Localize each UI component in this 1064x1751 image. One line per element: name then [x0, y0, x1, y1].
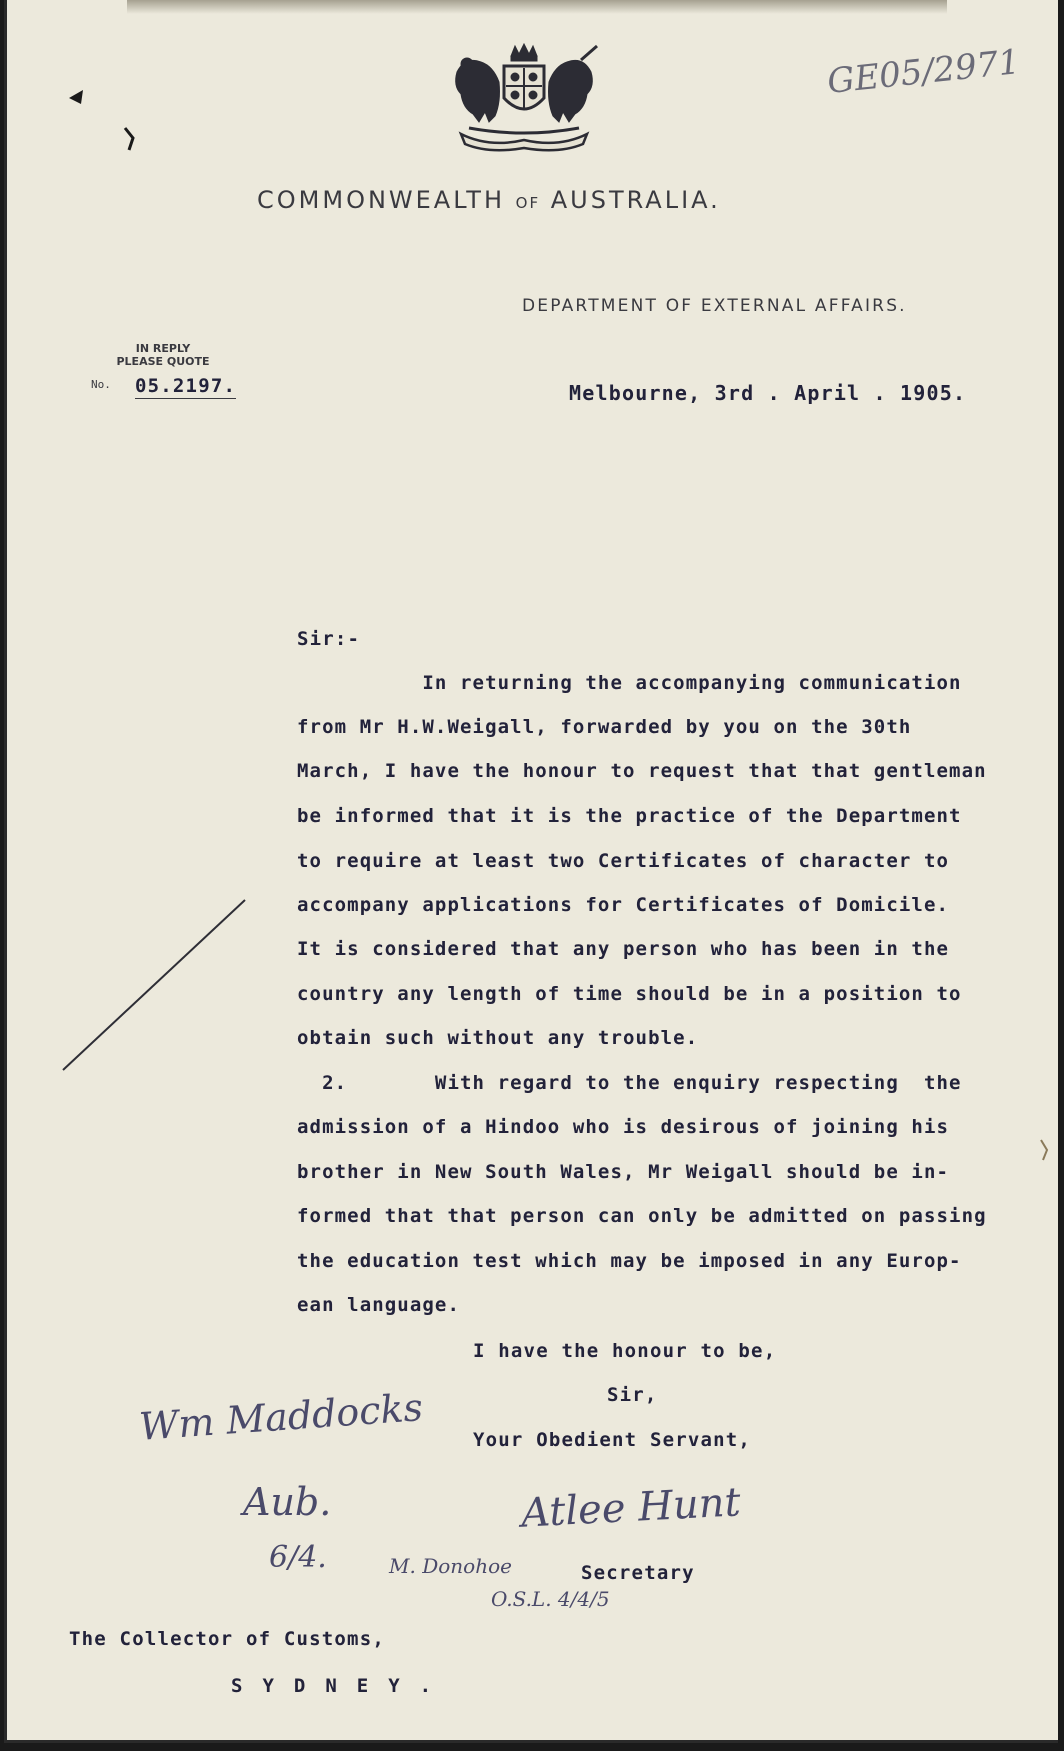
- body-line: ean language.: [297, 1294, 461, 1316]
- closing-honour: I have the honour to be,: [473, 1340, 777, 1362]
- pencil-file-reference: GE05/2971: [825, 42, 1022, 102]
- reply-line-1: IN REPLY: [135, 342, 191, 355]
- closing-title: Secretary: [581, 1562, 695, 1584]
- date-line: Melbourne, 3rd . April . 1905.: [569, 381, 967, 405]
- closing-sir: Sir,: [607, 1384, 658, 1406]
- handwritten-number: 6/4.: [269, 1540, 327, 1575]
- reply-number: 05.2197.: [135, 375, 237, 397]
- body-line: be informed that it is the practice of the Department: [297, 805, 962, 827]
- recipient-address: The Collector of Customs,: [69, 1628, 385, 1650]
- letter-sheet: [4, 0, 1058, 1743]
- body-line: brother in New South Wales, Mr Weigall should be in-: [297, 1161, 950, 1183]
- annotation-marks: [7, 0, 1061, 1743]
- department-heading: DEPARTMENT OF EXTERNAL AFFAIRS.: [522, 296, 907, 316]
- pen-stroke-mark: [63, 900, 245, 1070]
- body-line: It is considered that any person who has been in the: [297, 938, 950, 960]
- body-line: to require at least two Certificates of character to: [297, 850, 950, 872]
- body-line: the education test which may be imposed in any Europ-: [297, 1250, 962, 1272]
- body-line: March, I have the honour to request that that gentleman: [297, 760, 987, 782]
- paper-stain-mark: [1041, 1140, 1047, 1160]
- body-line: In returning the accompanying communication: [297, 672, 962, 694]
- handwritten-signature-hunt: Atlee Hunt: [519, 1479, 742, 1537]
- handwritten-initials: M. Donohoe: [389, 1554, 512, 1578]
- corner-ink-blot: [69, 90, 83, 104]
- letterhead-country: AUSTRALIA.: [550, 186, 721, 214]
- handwritten-name-maddocks: Wm Maddocks: [137, 1385, 425, 1449]
- recipient-city: SYDNEY.: [231, 1675, 452, 1697]
- body-line: formed that that person can only be admitted on passing: [297, 1205, 987, 1227]
- letterhead-of: OF: [515, 194, 541, 212]
- body-line: country any length of time should be in a position to: [297, 983, 962, 1005]
- body-line: obtain such without any trouble.: [297, 1027, 699, 1049]
- reply-line-2: PLEASE QUOTE: [116, 355, 210, 368]
- closing-servant: Your Obedient Servant,: [473, 1429, 752, 1451]
- handwritten-initials-aub: Aub.: [243, 1480, 332, 1524]
- body-line: accompany applications for Certificates of Domicile.: [297, 894, 950, 916]
- body-line: from Mr H.W.Weigall, forwarded by you on the 30th: [297, 716, 912, 738]
- reply-number-label: No.: [91, 378, 111, 391]
- letterhead-commonwealth: COMMONWEALTH: [257, 186, 505, 214]
- body-line: 2. With regard to the enquiry respecting the: [297, 1072, 962, 1094]
- body-line: admission of a Hindoo who is desirous of joining his: [297, 1116, 950, 1138]
- handwritten-date: O.S.L. 4/4/5: [491, 1587, 610, 1611]
- salutation: Sir:-: [297, 628, 361, 650]
- corner-ink-mark: [125, 128, 133, 150]
